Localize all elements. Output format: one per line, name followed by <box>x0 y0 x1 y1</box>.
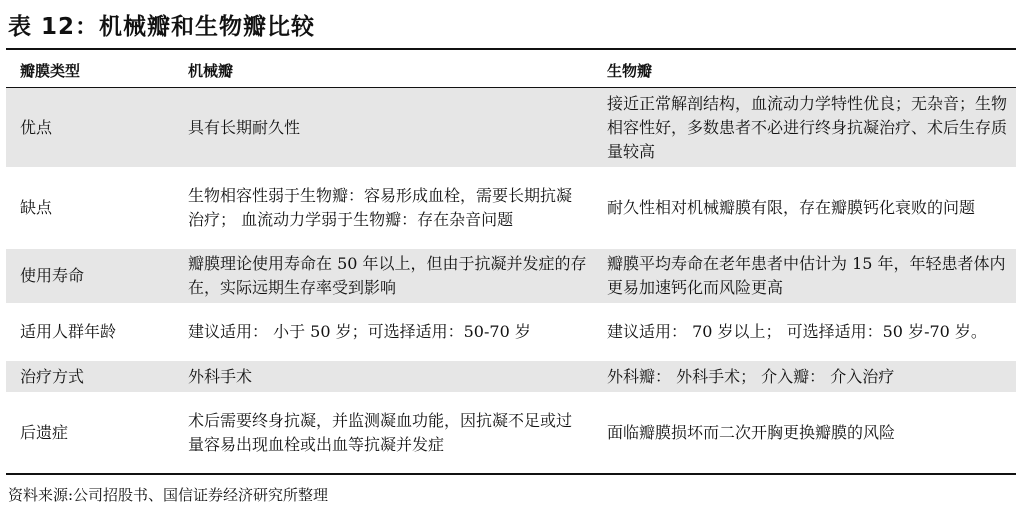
mechanical-cell: 外科手术 <box>174 361 603 393</box>
table-row <box>6 361 1016 393</box>
mechanical-cell: 瓣膜理论使用寿命在 50 年以上，但由于抗凝并发症的存在，实际远期生存率受到影响 <box>174 249 603 304</box>
biological-cell: 耐久性相对机械瓣膜有限，存在瓣膜钙化衰败的问题 <box>603 168 1016 249</box>
biological-cell: 外科瓣： 外科手术； 介入瓣： 介入治疗 <box>603 361 1016 393</box>
row-type-cell: 缺点 <box>6 168 174 249</box>
source-note: 资料来源:公司招股书、国信证券经济研究所整理 <box>8 486 329 504</box>
biological-cell: 面临瓣膜损坏而二次开胸更换瓣膜的风险 <box>603 393 1016 474</box>
header-biological: 生物瓣 <box>603 55 1016 88</box>
header-mechanical: 机械瓣 <box>174 55 603 88</box>
biological-cell: 建议适用： 70 岁以上； 可选择适用：50 岁-70 岁。 <box>603 304 1016 361</box>
title-divider <box>6 48 1016 50</box>
mechanical-cell: 术后需要终身抗凝，并监测凝血功能，因抗凝不足或过量容易出现血栓或出血等抗凝并发症 <box>174 393 603 474</box>
mechanical-cell: 具有长期耐久性 <box>174 88 603 168</box>
row-type-cell: 使用寿命 <box>6 249 174 304</box>
mechanical-cell: 生物相容性弱于生物瓣：容易形成血栓，需要长期抗凝治疗； 血流动力学弱于生物瓣：存在杂音问题 <box>174 168 603 249</box>
row-type-cell: 适用人群年龄 <box>6 304 174 361</box>
biological-cell: 瓣膜平均寿命在老年患者中估计为 15 年，年轻患者体内更易加速钙化而风险更高 <box>603 249 1016 304</box>
table-header <box>6 55 1016 88</box>
row-type-cell: 后遗症 <box>6 393 174 474</box>
table-row <box>6 393 1016 474</box>
biological-cell: 接近正常解剖结构，血流动力学特性优良；无杂音；生物相容性好，多数患者不必进行终身抗凝治疗、术后生存质量较高 <box>603 88 1016 168</box>
table-row <box>6 168 1016 249</box>
header-row <box>6 55 1016 88</box>
table-row <box>6 304 1016 361</box>
table-row <box>6 249 1016 304</box>
mechanical-cell: 建议适用： 小于 50 岁；可选择适用：50-70 岁 <box>174 304 603 361</box>
header-valve-type: 瓣膜类型 <box>6 55 174 88</box>
row-type-cell: 治疗方式 <box>6 361 174 393</box>
table-body <box>6 88 1016 474</box>
row-type-cell: 优点 <box>6 88 174 168</box>
table-row <box>6 88 1016 168</box>
table-title: 表 12：机械瓣和生物瓣比较 <box>8 14 316 40</box>
comparison-table <box>6 55 1016 475</box>
